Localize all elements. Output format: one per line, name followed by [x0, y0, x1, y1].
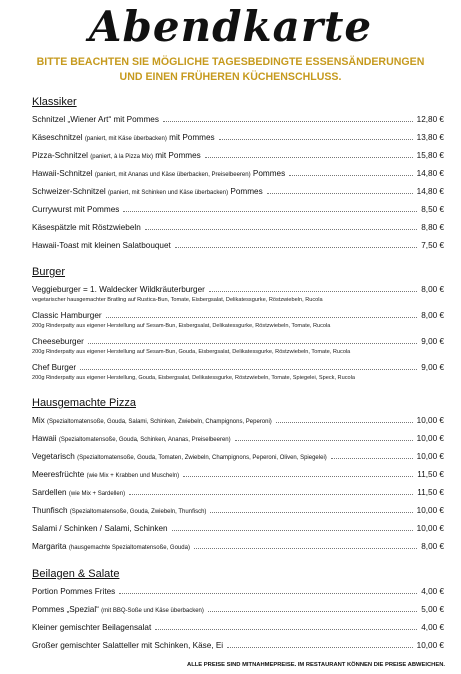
leader-dots: [194, 540, 417, 549]
item-price: 4,00 €: [421, 623, 444, 632]
item-suffix: Pommes: [252, 169, 286, 178]
item-description: 200g Rinderpatty aus eigener Herstellung, Gouda, Eisbergsalat, Delikatessgurke, Röstzwiebeln, Tomate, Spiegelei, Speck, Rucola: [32, 375, 355, 381]
menu-item: [32, 486, 444, 504]
leader-dots: [119, 585, 417, 594]
item-price: 14,80 €: [416, 169, 444, 178]
item-price: 13,80 €: [416, 133, 444, 142]
menu-item: [32, 309, 444, 335]
menu-item: [32, 639, 444, 657]
leader-dots: [163, 113, 413, 122]
item-name: Pizza-Schnitzel: [32, 151, 88, 160]
item-price: 11,50 €: [417, 488, 444, 497]
item-price: 15,80 €: [416, 151, 444, 160]
item-name: Kleiner gemischter Beilagensalat: [32, 623, 152, 632]
item-name: Currywurst mit Pommes: [32, 205, 120, 214]
menu-item: [32, 149, 444, 167]
item-name: Hawaii-Schnitzel: [32, 169, 93, 178]
menu-item: [32, 335, 444, 361]
item-name: Vegetarisch: [32, 452, 75, 461]
menu-item: [32, 283, 444, 309]
section-beilagen: [32, 568, 444, 657]
menu-item: [32, 432, 444, 450]
item-price: 10,00 €: [416, 506, 444, 515]
leader-dots: [210, 504, 412, 513]
menu-item: [32, 504, 444, 522]
item-name: Großer gemischter Salatteller mit Schinken, Käse, Ei: [32, 641, 224, 650]
leader-dots: [209, 283, 417, 292]
menu-item: [32, 185, 444, 203]
menu-item: [32, 468, 444, 486]
item-suffix: mit Pommes: [155, 151, 201, 160]
item-price: 8,50 €: [421, 205, 444, 214]
menu-item: [32, 131, 444, 149]
leader-dots: [267, 185, 413, 194]
leader-dots: [129, 486, 413, 495]
leader-dots: [183, 468, 413, 477]
item-price: 12,80 €: [416, 115, 444, 124]
item-suffix: mit Pommes: [169, 133, 215, 142]
item-name: Portion Pommes Frites: [32, 587, 116, 596]
footer-note: ALLE PREISE SIND MITNAHMEPREISE. IM RESTAURANT KÖNNEN DIE PREISE ABWEICHEN.: [187, 662, 445, 668]
item-price: 14,80 €: [416, 187, 444, 196]
menu-item: [32, 450, 444, 468]
menu-item: [32, 540, 444, 558]
item-name: Meeresfrüchte: [32, 470, 85, 479]
item-price: 10,00 €: [416, 416, 444, 425]
item-name: Pommes „Spezial“: [32, 605, 99, 614]
notice-line-2: UND EINEN FRÜHEREN KÜCHENSCHLUSS.: [119, 71, 342, 83]
leader-dots: [175, 239, 417, 248]
leader-dots: [106, 309, 418, 318]
item-description: 200g Rinderpatty aus eigener Herstellung auf Sesam-Bun, Gouda, Eisbergsalat, Delikatessgurke, Röstzwiebeln, Tomate, Rucola: [32, 349, 351, 355]
item-note: (hausgemachte Spezialtomatensoße, Gouda): [68, 545, 190, 551]
menu-title: Abendkarte: [88, 2, 373, 51]
menu-item: [32, 113, 444, 131]
item-name: Käsespätzle mit Röstzwiebeln: [32, 223, 141, 232]
item-price: 10,00 €: [416, 434, 444, 443]
item-note: (paniert, mit Ananas und Käse überbacken, Preiselbeeren): [94, 172, 251, 178]
item-note: (Spezialtomatensoße, Gouda, Zwiebeln, Thunfisch): [69, 509, 207, 515]
item-price: 9,00 €: [421, 363, 444, 372]
item-note: (Spezialtomatensoße, Gouda, Schinken, Ananas, Preiselbeeren): [58, 437, 231, 443]
section-burger: [32, 266, 444, 387]
item-description: vegetarischer hausgemachter Bratling auf Rustica-Bun, Tomate, Eisbergsalat, Delikatessgurke, Röstzwiebeln, Rucola: [32, 297, 323, 303]
section-pizza: [32, 397, 444, 558]
item-price: 5,00 €: [421, 605, 444, 614]
item-note: (paniert, à la Pizza Mix): [90, 154, 153, 160]
item-price: 8,00 €: [421, 285, 444, 294]
item-price: 10,00 €: [416, 452, 444, 461]
item-name: Hawaii-Toast mit kleinen Salatbouquet: [32, 241, 171, 250]
item-price: 10,00 €: [416, 524, 444, 533]
item-name: Mix: [32, 416, 45, 425]
leader-dots: [219, 131, 413, 140]
menu-item: [32, 239, 444, 257]
item-name: Hawaii: [32, 434, 57, 443]
section-klassiker: [32, 96, 444, 257]
menu-item: [32, 585, 444, 603]
menu-item: [32, 167, 444, 185]
notice: [0, 55, 461, 85]
leader-dots: [208, 603, 417, 612]
item-price: 11,50 €: [417, 470, 444, 479]
menu-item: [32, 621, 444, 639]
item-name: Classic Hamburger: [32, 311, 102, 320]
item-name: Salami / Schinken / Salami, Schinken: [32, 524, 168, 533]
menu-item: [32, 361, 444, 387]
menu-item: [32, 203, 444, 221]
item-name: Käseschnitzel: [32, 133, 83, 142]
item-name: Veggieburger = 1. Waldecker Wildkräuterburger: [32, 285, 205, 294]
menu-item: [32, 603, 444, 621]
item-name: Sardellen: [32, 488, 67, 497]
section-title: Klassiker: [32, 96, 77, 108]
item-price: 7,50 €: [421, 241, 444, 250]
leader-dots: [276, 414, 413, 423]
leader-dots: [123, 203, 417, 212]
item-note: (mit BBQ-Soße und Käse überbacken): [101, 608, 204, 614]
item-name: Cheeseburger: [32, 337, 84, 346]
section-title: Hausgemachte Pizza: [32, 397, 136, 409]
item-note: (Spezialtomatensoße, Gouda, Tomaten, Zwiebeln, Champignons, Peperoni, Oliven, Spiegelei): [77, 455, 327, 461]
menu-item: [32, 522, 444, 540]
item-note: (wie Mix + Sardellen): [68, 491, 126, 497]
item-name: Chef Burger: [32, 363, 77, 372]
leader-dots: [88, 335, 417, 344]
item-note: (wie Mix + Krabben und Muscheln): [86, 473, 180, 479]
item-note: (paniert, mit Schinken und Käse überbacken): [108, 190, 229, 196]
item-name: Schnitzel „Wiener Art“ mit Pommes: [32, 115, 159, 124]
leader-dots: [80, 361, 417, 370]
item-price: 8,00 €: [421, 542, 444, 551]
menu-item: [32, 221, 444, 239]
item-name: Schweizer-Schnitzel: [32, 187, 106, 196]
leader-dots: [331, 450, 413, 459]
leader-dots: [155, 621, 417, 630]
item-price: 10,00 €: [416, 641, 444, 650]
leader-dots: [227, 639, 413, 648]
item-name: Margarita: [32, 542, 67, 551]
leader-dots: [172, 522, 413, 531]
item-note: (Spezialtomatensoße, Gouda, Salami, Schinken, Zwiebeln, Champignons, Peperoni): [47, 419, 272, 425]
item-description: 200g Rinderpatty aus eigener Herstellung auf Sesam-Bun, Eisbergsalat, Delikatessgurke, Röstzwiebeln, Tomate, Rucola: [32, 323, 331, 329]
section-title: Burger: [32, 266, 66, 278]
notice-line-1: BITTE BEACHTEN SIE MÖGLICHE TAGESBEDINGTE ESSENSÄNDERUNGEN: [36, 56, 425, 68]
item-price: 8,80 €: [421, 223, 444, 232]
menu-item: [32, 414, 444, 432]
item-note: (paniert, mit Käse überbacken): [84, 136, 167, 142]
item-suffix: Pommes: [230, 187, 263, 196]
item-price: 8,00 €: [421, 311, 444, 320]
section-title: Beilagen & Salate: [32, 568, 120, 580]
item-price: 4,00 €: [421, 587, 444, 596]
leader-dots: [145, 221, 417, 230]
item-price: 9,00 €: [421, 337, 444, 346]
leader-dots: [289, 167, 413, 176]
item-name: Thunfisch: [32, 506, 68, 515]
leader-dots: [235, 432, 413, 441]
leader-dots: [205, 149, 413, 158]
